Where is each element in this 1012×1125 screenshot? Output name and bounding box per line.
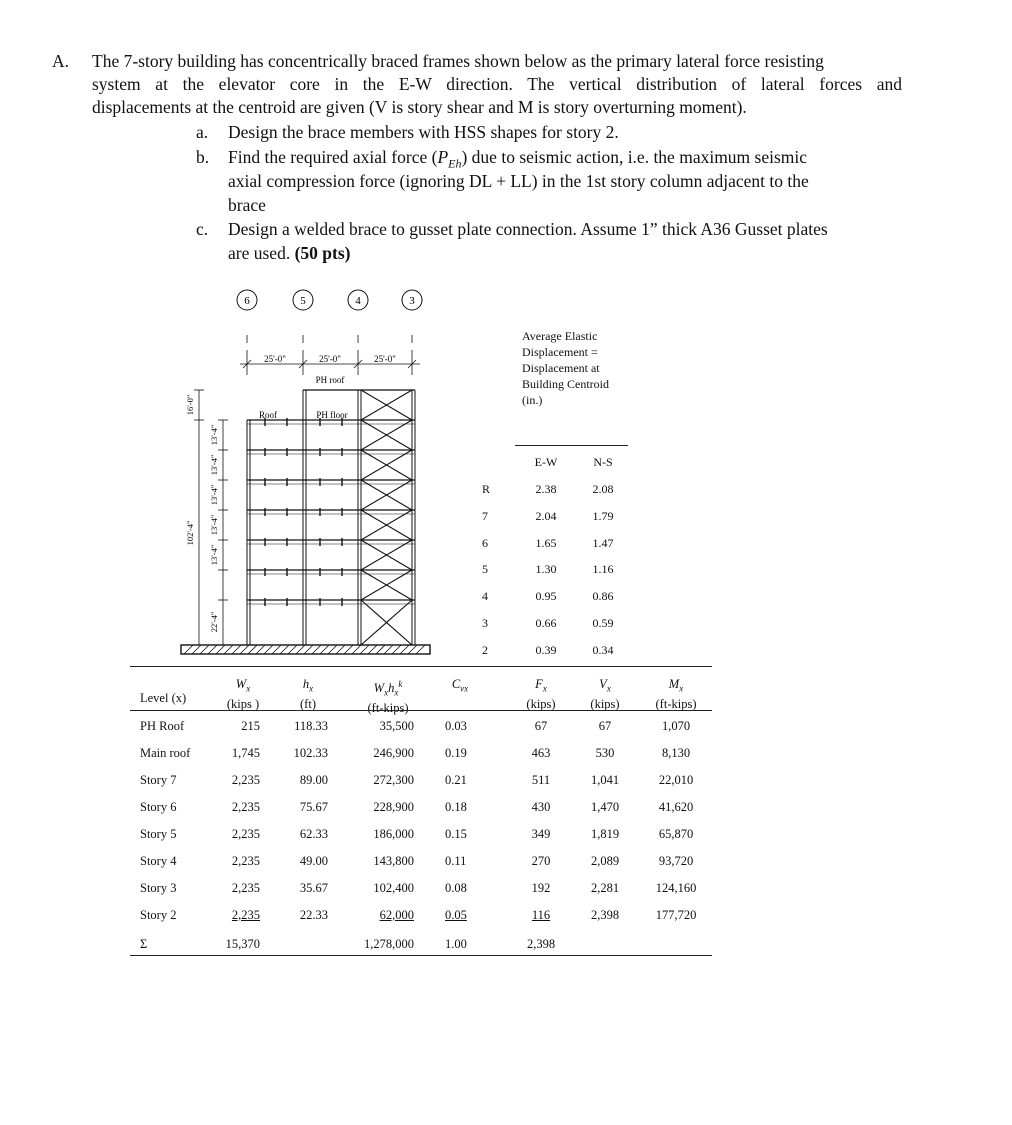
disp-level: R [482,482,491,496]
wx-symbol: W [235,677,247,691]
part-b-line-2: axial compression force (ignoring DL + LL) in the 1st story column adjacent to the [228,171,809,191]
disp-level: 3 [482,616,488,630]
disp-ns: 0.86 [592,589,614,603]
disp-ew: 1.65 [535,536,557,550]
cell-fx-value: 116 [531,908,551,922]
cell-mx: 124,160 [655,881,697,895]
cell-whk: 35,500 [379,719,414,733]
cell-fx: 192 [531,881,551,895]
dim-13ft-1: 13'-4" [209,424,219,446]
cell-cvx: 0.19 [445,746,467,760]
disp-level: 2 [482,643,488,657]
ph-roof-label: PH roof [315,375,345,385]
cell-wx: 1,745 [231,746,260,760]
part-c-pre: are used. [228,243,295,263]
bay-dim-3: 25'-0" [374,354,396,364]
col-header-vx [580,677,630,712]
displacement-title-line: Displacement at [522,361,600,375]
part-c-line-2 [228,242,350,266]
cell-whk: 272,300 [373,773,414,787]
whk-sub1: x [384,687,389,698]
braces [361,390,412,645]
cell-whk: 102,400 [373,881,414,895]
disp-ew: 0.95 [535,589,557,603]
disp-ns: 2.08 [592,482,614,496]
ground-hatch [181,645,430,654]
cell-mx: 8,130 [661,746,691,760]
dim-13ft-2: 13'-4" [209,454,219,476]
cell-mx: 22,010 [658,773,694,787]
disp-level: 6 [482,536,488,550]
part-a-text: Design the brace members with HSS shapes for story 2. [228,122,619,142]
col-header-mx [646,677,706,712]
cell-whk-value: 62,000 [379,908,414,922]
cell-vx: 1,819 [590,827,620,841]
dim-13ft-3: 13'-4" [209,484,219,506]
cell-fx: 349 [531,827,551,841]
whk-h: h [388,681,395,696]
displacement-title-line: Building Centroid [522,377,609,391]
forces-top-rule [130,666,712,667]
disp-ew: 0.66 [535,616,557,630]
vx-sub: x [606,683,611,694]
cell-mx: 41,620 [658,800,694,814]
cell-mx: 177,720 [655,908,697,922]
problem-line-2: system at the elevator core in the E-W direction. The vertical distribution of lateral forces and [92,74,902,94]
cell-hx: 62.33 [299,827,328,841]
wx-sub: x [246,683,251,694]
bay-dim-2: 25'-0" [319,354,341,364]
table-row-level: Main roof [140,746,191,760]
cell-wx: 215 [241,719,260,733]
disp-ew: 2.38 [535,482,557,496]
disp-level: 5 [482,562,488,576]
points-label: (50 pts) [294,243,351,263]
cell-cvx: 0.18 [445,800,467,814]
part-b-pre: Find the required axial force ( [228,147,438,167]
cell-wx: 2,235 [231,881,260,895]
col-header-hx [286,677,330,712]
grid-bubble-5 [293,290,313,310]
sum-cvx: 1.00 [445,937,467,951]
col-header-cvx [440,677,480,697]
whk-sub2: x [394,687,399,698]
cell-hx: 35.67 [299,881,328,895]
col-header-fx [516,677,566,712]
dim-16ft: 16'-0" [185,394,195,416]
cell-whk: 246,900 [373,746,414,760]
part-b-post: ) due to seismic action, i.e. the maximum seismic [461,147,808,167]
part-a-label: a. [196,122,209,142]
problem-label: A. [52,51,70,71]
displacement-title [522,328,609,408]
grid-label-5: 5 [300,295,306,307]
cvx-sub: vx [460,683,469,694]
frame-columns [247,390,415,645]
disp-ns: 0.59 [592,616,614,630]
table-row-level: Story 4 [140,854,177,868]
forces-header-rule [130,710,712,711]
cell-hx: 22.33 [299,908,328,922]
grid-label-3: 3 [409,295,415,307]
displacement-title-line: Average Elastic [522,329,598,343]
cell-hx: 102.33 [293,746,328,760]
cell-whk: 186,000 [373,827,414,841]
vx-unit: (kips) [590,696,620,711]
disp-ns: 0.34 [592,643,614,657]
grid-bubble-6 [237,290,257,310]
bay-dim-1: 25'-0" [264,354,286,364]
cell-cvx: 0.08 [445,881,467,895]
cell-fx: 430 [531,800,551,814]
p-eh-symbol: P [437,147,449,167]
sum-whk: 1,278,000 [364,937,414,951]
cell-fx: 67 [534,719,548,733]
cell-mx: 93,720 [658,854,694,868]
roof-label: Roof [259,410,277,420]
part-c-line-1: Design a welded brace to gusset plate connection. Assume 1” thick A36 Gusset plates [228,219,828,239]
table-row-level: Story 5 [140,827,177,841]
cell-cvx: 0.11 [445,854,467,868]
disp-ns: 1.16 [592,562,614,576]
grid-bubble-4 [348,290,368,310]
cell-wx: 2,235 [231,800,260,814]
mx-unit: (ft-kips) [655,696,697,711]
whk-w: W [373,681,385,696]
cell-vx: 2,398 [590,908,620,922]
part-c-label: c. [196,219,209,239]
fx-symbol: F [535,677,543,691]
displacement-title-line: (in.) [522,393,543,407]
whk-sup: k [398,679,403,689]
grid-label-6: 6 [244,295,250,307]
vx-symbol: V [599,677,607,691]
cell-whk: 228,900 [373,800,414,814]
problem-line-1: The 7-story building has concentrically braced frames shown below as the primary lateral force resisting [92,51,824,71]
cell-wx: 2,235 [231,773,260,787]
cell-mx: 65,870 [658,827,694,841]
disp-ew: 0.39 [535,643,557,657]
grid-label-4: 4 [355,295,361,307]
cell-fx [516,908,566,923]
fx-unit: (kips) [526,696,556,711]
fx-sub: x [542,683,547,694]
cvx-symbol: C [451,677,461,691]
disp-level: 4 [482,589,488,603]
disp-ns: 1.79 [592,509,614,523]
disp-ew: 2.04 [535,509,557,523]
dim-13ft-5: 13'-4" [209,544,219,566]
displacement-header-rule [515,445,628,446]
grid-bubble-3 [402,290,422,310]
dim-22ft: 22'-4" [209,611,219,633]
hx-symbol: h [302,677,310,691]
p-eh-subscript: Eh [448,156,462,171]
frame-elevation [170,285,450,665]
cell-vx: 1,041 [590,773,620,787]
cell-hx: 118.33 [294,719,328,733]
dim-total: 102'-4" [185,520,195,546]
whk-unit: (ft-kips) [367,700,409,715]
cell-cvx: 0.03 [445,719,467,733]
disp-level: 7 [482,509,488,523]
cell-vx: 2,089 [590,854,620,868]
part-b-line-3: brace [228,195,266,215]
hx-unit: (ft) [300,696,316,711]
table-row-level: Story 2 [140,908,177,922]
cell-fx: 270 [531,854,551,868]
dim-13ft-4: 13'-4" [209,514,219,536]
disp-ew: 1.30 [535,562,557,576]
cell-fx: 463 [531,746,551,760]
wx-unit: (kips ) [226,696,260,711]
cell-fx: 511 [531,773,551,787]
cell-wx: 2,235 [231,854,260,868]
cell-hx: 89.00 [299,773,328,787]
mx-sub: x [679,683,684,694]
table-row-level: Story 7 [140,773,177,787]
cell-vx: 1,470 [590,800,620,814]
cell-whk [350,908,414,923]
cell-hx: 49.00 [299,854,328,868]
header-ns: N-S [593,455,613,469]
col-header-wx [218,677,268,712]
forces-bottom-rule [130,955,712,956]
problem-line-3: displacements at the centroid are given (V is story shear and M is story overturning moment). [92,97,747,117]
cell-wx: 2,235 [231,908,260,922]
cell-whk: 143,800 [373,854,414,868]
header-ew: E-W [534,455,558,469]
cell-mx: 1,070 [661,719,691,733]
cell-vx: 530 [595,746,615,760]
cell-vx: 2,281 [590,881,620,895]
table-row-level: Story 6 [140,800,177,814]
col-header-level: Level (x) [140,691,187,705]
hx-sub: x [309,683,314,694]
cell-wx: 2,235 [231,827,260,841]
cell-cvx: 0.15 [445,827,467,841]
displacement-title-line: Displacement = [522,345,598,359]
cell-hx: 75.67 [299,800,328,814]
sum-label: Σ [140,937,148,951]
table-row-level: Story 3 [140,881,177,895]
cell-cvx: 0.05 [445,908,467,922]
ph-floor-label: PH floor [316,410,348,420]
cell-vx: 67 [598,719,612,733]
cell-cvx: 0.21 [445,773,467,787]
sum-wx: 15,370 [225,937,260,951]
disp-ns: 1.47 [592,536,614,550]
part-b-label: b. [196,147,210,167]
sum-fx: 2,398 [526,937,556,951]
table-row-level: PH Roof [140,719,185,733]
mx-symbol: M [668,677,680,691]
